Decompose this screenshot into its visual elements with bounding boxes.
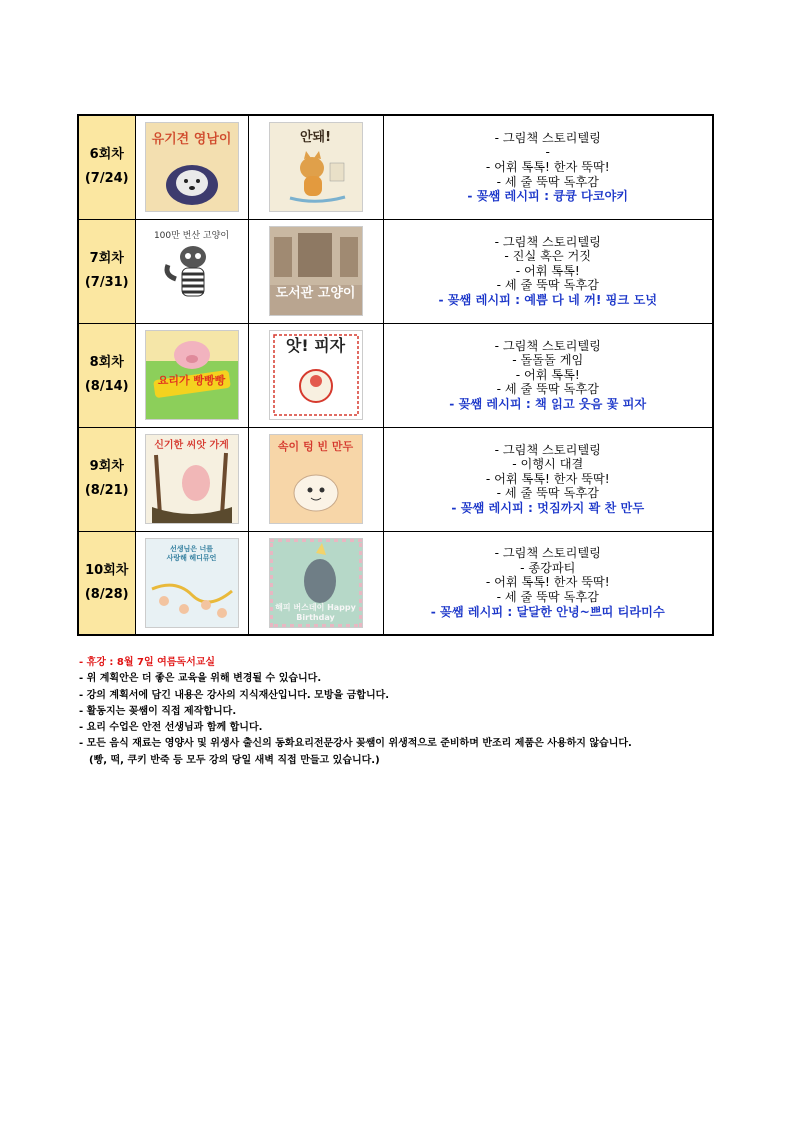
- book-cover: [270, 435, 362, 523]
- book-cover-cell: [135, 323, 248, 427]
- activity-line: - 그림책 스토리텔링: [494, 442, 601, 457]
- note-item: - 활동지는 꽂쌤이 직접 제작합니다.: [79, 705, 237, 717]
- children-illustration-icon: [146, 539, 238, 627]
- dog-illustration-icon: [146, 123, 238, 211]
- activity-line: - 세 줄 뚝딱 독후감: [496, 278, 599, 293]
- book-title: 유기견 영남이: [151, 132, 232, 148]
- activity-description: [383, 531, 713, 635]
- book-title: 100만 번산 고양이: [153, 231, 230, 241]
- activity-line: - 세 줄 뚝딱 독후감: [496, 174, 599, 189]
- library-illustration-icon: [270, 227, 362, 315]
- recipe-line: - 꽂쌤 레시피 : 멋짐까지 꽉 찬 만두: [451, 500, 645, 515]
- book-cover-cell: [248, 323, 383, 427]
- activity-line: - 세 줄 뚝딱 독후감: [496, 486, 599, 501]
- table-row: [78, 427, 713, 531]
- note-item: - 요리 수업은 안전 선생님과 함께 합니다.: [79, 722, 263, 734]
- book-cover-cell: [135, 427, 248, 531]
- recipe-line: - 꽂쌤 레시피 : 큥큥 다코야키: [467, 189, 629, 204]
- activity-line: - 어휘 톡톡! 한자 뚝딱!: [485, 471, 610, 486]
- seed-shop-illustration-icon: [146, 435, 238, 523]
- book-title: 선생님은 너를 사랑해 헤디뮤언: [166, 544, 217, 562]
- book-title: 신기한 씨앗 가게: [154, 440, 229, 451]
- session-cell: [78, 219, 135, 323]
- activity-line: - 세 줄 뚝딱 독후감: [496, 382, 599, 397]
- book-title: 안돼!: [299, 130, 332, 146]
- recipe-line: - 꽂쌤 레시피 : 달달한 안녕~쁘띠 티라미수: [430, 604, 665, 619]
- session-date: (7/24): [84, 171, 129, 187]
- session-cell: [78, 323, 135, 427]
- book-cover: [146, 227, 238, 315]
- book-title: 앗! 피자: [285, 336, 346, 355]
- activity-line: - 어휘 톡톡!: [515, 367, 580, 382]
- table-row: [78, 531, 713, 635]
- session-number: 7회차: [89, 251, 124, 266]
- session-cell: [78, 427, 135, 531]
- schedule-table: [77, 114, 714, 636]
- book-cover-cell: [248, 531, 383, 635]
- activity-line: - 그림책 스토리텔링: [494, 338, 601, 353]
- activity-line: - 그림책 스토리텔링: [494, 234, 601, 249]
- activity-line: - 어휘 톡톡! 한자 뚝딱!: [485, 575, 610, 590]
- striped-cat-illustration-icon: [146, 227, 238, 315]
- table-row: [78, 219, 713, 323]
- book-cover-cell: [135, 219, 248, 323]
- notes-section: [79, 655, 759, 769]
- session-date: (8/14): [84, 379, 129, 394]
- book-cover-cell: [248, 427, 383, 531]
- book-cover-cell: [248, 219, 383, 323]
- session-date: (7/31): [84, 275, 129, 290]
- book-title: 속이 텅 빈 만두: [277, 440, 354, 453]
- activity-line: - 이행시 대결: [512, 457, 584, 472]
- table-row: [78, 115, 713, 219]
- book-title: 요리가 빵빵빵: [157, 374, 226, 387]
- session-cell: [78, 115, 135, 219]
- session-date: (8/21): [84, 483, 129, 498]
- activity-line: - 그림책 스토리텔링: [494, 130, 601, 145]
- session-cell: [78, 531, 135, 635]
- note-item: (빵, 떡, 쿠키 반죽 등 모두 강의 당일 새벽 직접 만들고 있습니다.): [89, 754, 380, 766]
- session-date: (8/28): [84, 586, 129, 602]
- activity-line: - 돌돌돌 게임: [512, 353, 584, 368]
- book-cover: [146, 539, 238, 627]
- book-cover: [270, 331, 362, 419]
- cat-illustration-icon: [270, 123, 362, 211]
- holiday-note: - 휴강 : 8월 7일 여름독서교실: [79, 657, 216, 668]
- book-cover-cell: [135, 531, 248, 635]
- book-cover: [270, 227, 362, 315]
- dumpling-illustration-icon: [270, 435, 362, 523]
- activity-line: - 그림책 스토리텔링: [494, 546, 601, 561]
- book-cover: [146, 435, 238, 523]
- book-cover: [146, 123, 238, 211]
- activity-line: - 어휘 톡톡! 한자 뚝딱!: [485, 159, 610, 174]
- activity-line: - 종강파티: [520, 560, 576, 575]
- activity-description: [383, 323, 713, 427]
- activity-line: - 어휘 톡톡!: [515, 263, 580, 278]
- activity-line: - 진실 혹은 거짓: [504, 249, 592, 264]
- book-cover: [146, 331, 238, 419]
- recipe-line: - 꽂쌤 레시피 : 예쁨 다 네 꺼! 핑크 도넛: [438, 292, 657, 307]
- session-number: 8회차: [89, 355, 124, 370]
- session-number: 9회차: [89, 459, 124, 474]
- session-number: 10회차: [85, 562, 129, 578]
- book-cover-cell: [248, 115, 383, 219]
- recipe-line: - 꽂쌤 레시피 : 책 읽고 웃음 꽃 피자: [449, 396, 647, 411]
- book-cover: [270, 123, 362, 211]
- activity-line: - 세 줄 뚝딱 독후감: [496, 590, 599, 605]
- note-item: - 모든 음식 재료는 영양사 및 위생사 출신의 동화요리전문강사 꽂쌤이 위생적으로 준비하며 반조리 제품은 사용하지 않습니다.: [79, 738, 632, 750]
- table-row: [78, 323, 713, 427]
- session-number: 6회차: [89, 147, 124, 163]
- activity-description: [383, 115, 713, 219]
- book-title: 도서관 고양이: [275, 286, 356, 301]
- book-title: 해피 버스데이 Happy Birthday: [275, 602, 356, 622]
- note-item: - 강의 계획서에 담긴 내용은 강사의 지식재산입니다. 모방을 금합니다.: [79, 689, 390, 701]
- note-item: - 위 계획안은 더 좋은 교육을 위해 변경될 수 있습니다.: [79, 673, 322, 685]
- book-cover-cell: [135, 115, 248, 219]
- activity-line: -: [545, 145, 550, 160]
- pizza-illustration-icon: [270, 331, 362, 419]
- book-cover: [270, 539, 362, 627]
- activity-description: [383, 219, 713, 323]
- activity-description: [383, 427, 713, 531]
